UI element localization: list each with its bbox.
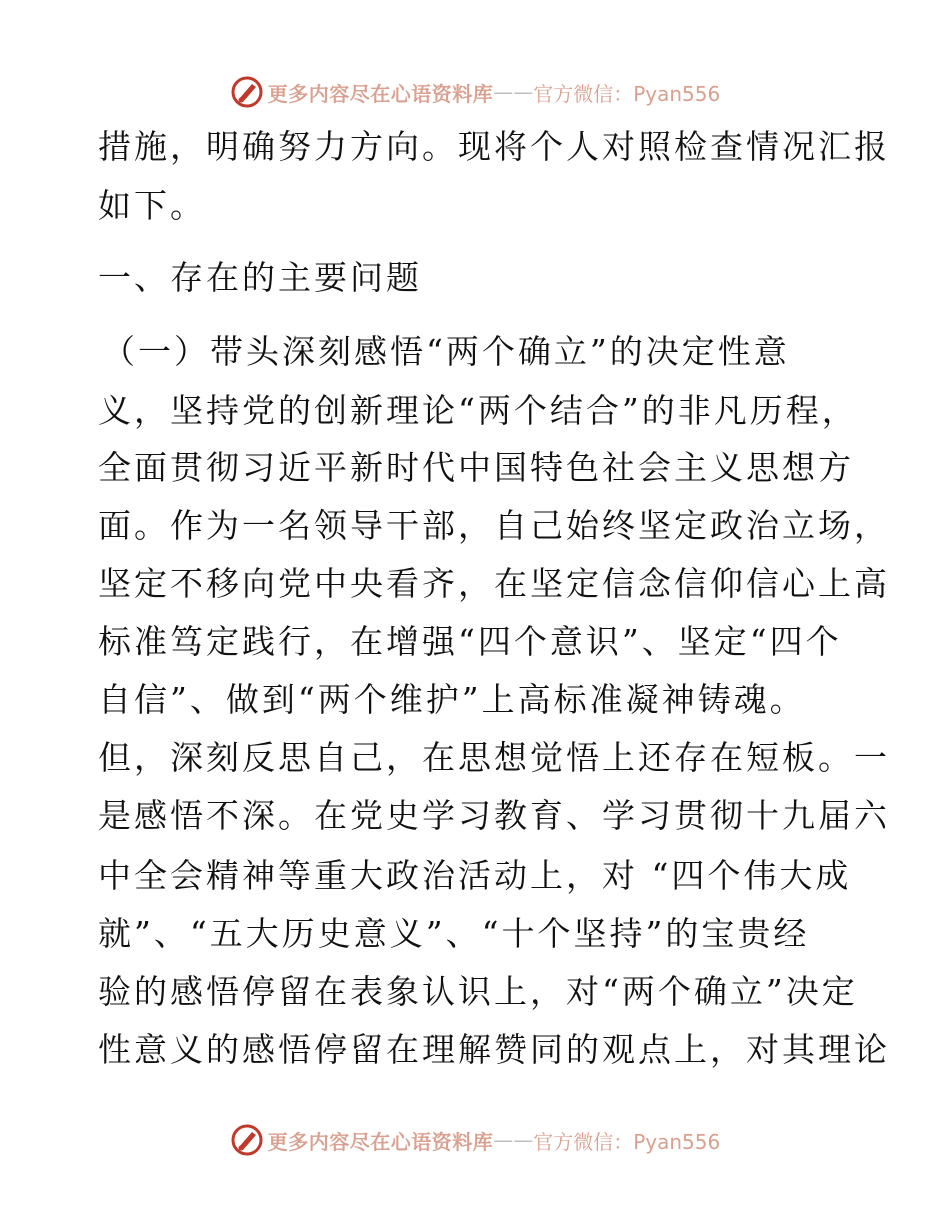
watermark-wechat-text: 官方微信：Pyan556: [533, 1129, 721, 1154]
header-watermark: [0, 70, 950, 114]
body-line: 验的感悟停留在表象认识上，对“两个确立”决定: [98, 972, 858, 1011]
body-line: 就”、“五大历史意义”、“十个坚持”的宝贵经: [98, 914, 810, 953]
watermark-wechat-text: 官方微信：Pyan556: [533, 81, 721, 106]
brush-logo-icon: [230, 1123, 264, 1157]
body-line: 但，深刻反思自己，在思想觉悟上还存在短板。一: [98, 738, 890, 777]
watermark-site-text: 更多内容尽在心语资料库: [267, 81, 494, 106]
body-line: 性意义的感悟停留在理解赞同的观点上，对其理论: [98, 1030, 890, 1069]
footer-watermark: [0, 1118, 950, 1162]
section-heading: 一、存在的主要问题: [98, 258, 422, 297]
watermark-separator: ——: [493, 1128, 534, 1152]
watermark-separator: ——: [493, 80, 534, 104]
body-line: 自信”、做到“两个维护”上高标准凝神铸魂。: [98, 680, 806, 719]
body-line: 面。作为一名领导干部，自己始终坚定政治立场，: [98, 506, 890, 545]
body-line: 坚定不移向党中央看齐，在坚定信念信仰信心上高: [98, 564, 890, 603]
body-line: 标准笃定践行，在增强“四个意识”、坚定“四个: [98, 622, 842, 661]
watermark-site-text: 更多内容尽在心语资料库: [267, 1129, 494, 1154]
body-line: 措施，明确努力方向。现将个人对照检查情况汇报: [98, 127, 890, 166]
body-line: 中全会精神等重大政治活动上，对 “四个伟大成: [98, 856, 852, 895]
subsection-heading: （一）带头深刻感悟“两个确立”的决定性意: [102, 332, 790, 371]
brush-logo-icon: [230, 75, 264, 109]
body-line: 是感悟不深。在党史学习教育、学习贯彻十九届六: [98, 796, 890, 835]
body-line: 如下。: [98, 186, 206, 225]
body-line: 义，坚持党的创新理论“两个结合”的非凡历程，: [98, 391, 858, 430]
body-line: 全面贯彻习近平新时代中国特色社会主义思想方: [98, 448, 854, 487]
